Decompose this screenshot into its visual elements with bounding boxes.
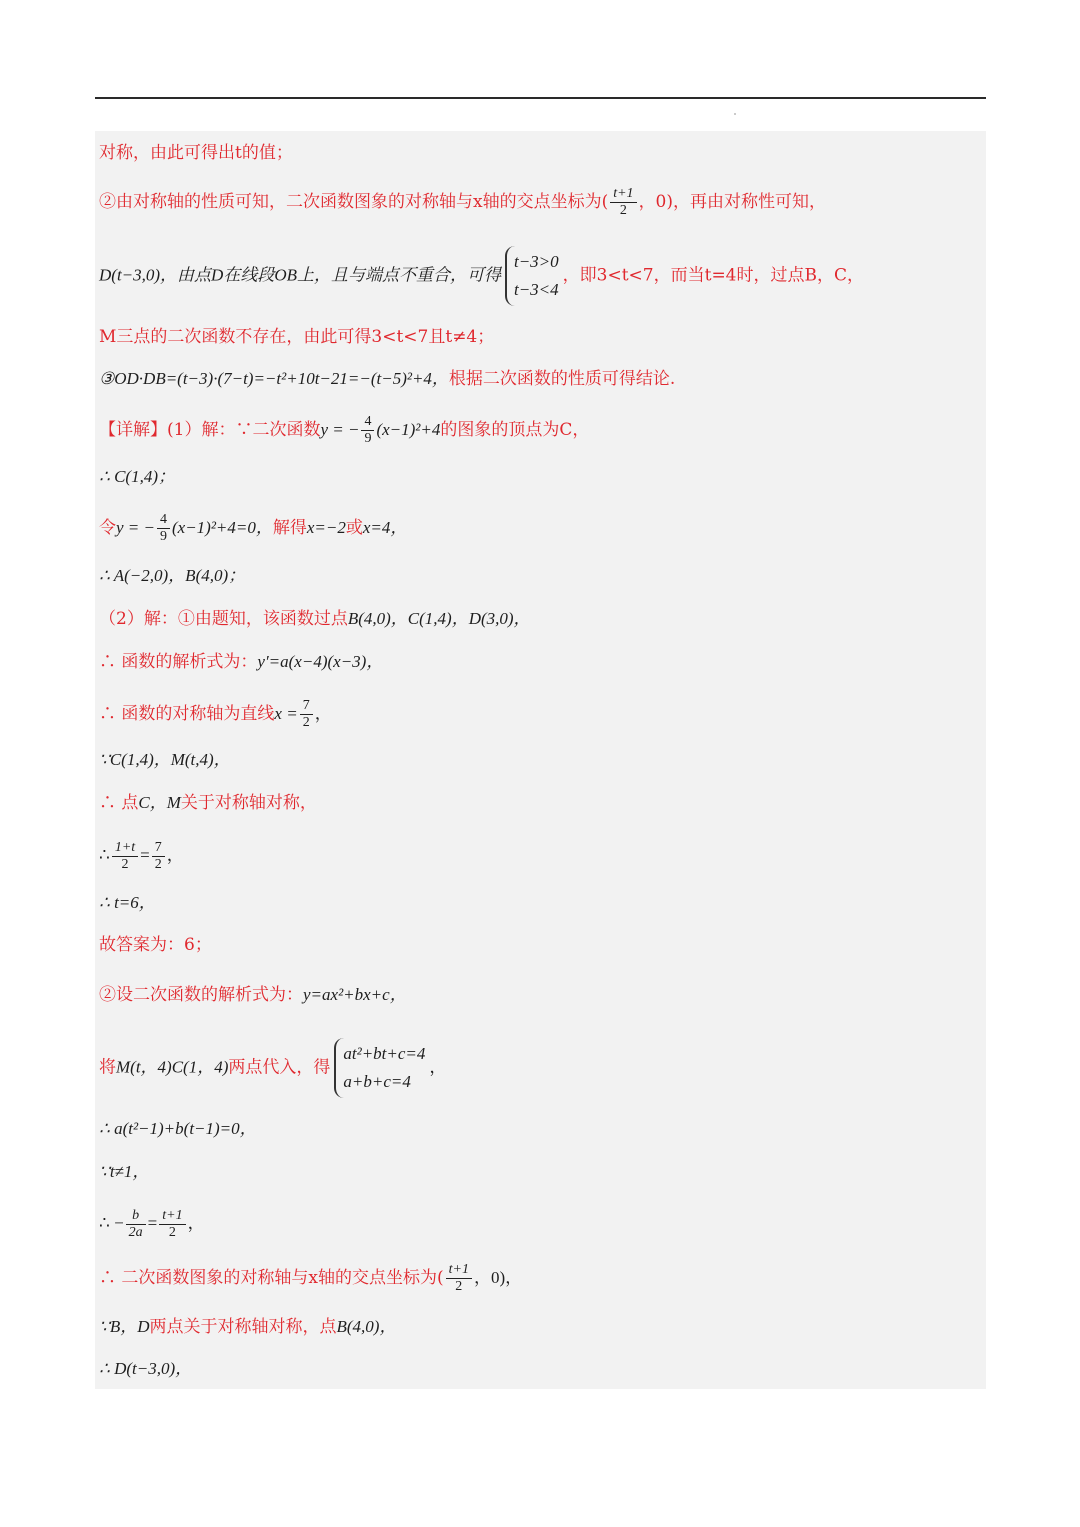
fraction [159,1208,185,1241]
denominator: 9 [160,529,167,544]
line-4: M三点的二次函数不存在，由此可得3<t<7且t≠4； [99,327,495,347]
line-10-formula: B(4,0)，C(1,4)，D(3,0)， [347,609,531,628]
line-8-text-c: 或 [345,518,363,538]
denominator: 2 [168,1225,176,1240]
line-1: 对称，由此可得出t的值； [99,143,293,163]
detail-heading: 【详解】(1）解：∵二次函数 [99,420,321,440]
line-24-formula-a: ∵B，D [99,1317,150,1336]
line-17: 故答案为：6； [99,935,212,955]
line-9: ∴ A(−2,0)，B(4,0)； [99,566,246,585]
numerator: t+1 [159,1208,185,1225]
fraction [152,840,165,873]
numerator: 7 [152,840,165,857]
line-19-text-a: 将 [99,1057,116,1078]
fraction [157,512,170,545]
fraction [446,1262,472,1295]
line-10-text: （2）解：①由题知，该函数过点 [99,609,348,629]
line-11-formula: y′=a(x−4)(x−3)， [257,652,384,671]
line-19-formula: M(t，4)C(1，4) [116,1057,229,1077]
line-6-formula-b: (x−1)²+4 [376,420,441,439]
line-23 [99,1262,522,1295]
line-18 [99,984,407,1006]
line-11 [99,651,383,673]
header-rule [95,97,986,99]
line-8-formula-c: x=−2 [306,518,346,537]
system-row-1: t−3>0 [513,252,559,271]
line-3-text-a: D(t−3,0)，由点D在线段OB上，且与端点不重合，可得 [99,265,501,285]
line-14-text-b: 关于对称轴对称， [180,793,317,813]
line-8 [99,512,407,545]
system-row-1: at²+bt+c=4 [343,1044,426,1063]
line-5-formula: ③OD·DB=(t−3)·(7−t)=−t²+10t−21=−(t−5)²+4， [99,369,449,388]
line-19-text-b: 两点代入，得 [228,1057,331,1078]
fraction [300,698,313,731]
denominator: 2 [455,1279,463,1294]
equation-system [334,1038,425,1098]
numerator: 1+t [112,840,138,857]
line-14 [99,792,317,814]
numerator: b [126,1208,146,1225]
denominator: 2a [128,1225,143,1240]
line-11-text: ∴ 函数的解析式为： [99,652,258,672]
line-3 [99,246,864,306]
line-18-formula: y=ax²+bx+c， [303,985,407,1004]
line-12 [99,698,332,731]
system-row-2: a+b+c=4 [343,1072,411,1091]
line-23-text-a: ∴ 二次函数图象的对称轴与x轴的交点坐标为( [99,1268,444,1288]
numerator: 4 [361,414,374,431]
line-21: ∵t≠1， [99,1162,150,1181]
line-24-formula-b: B(4,0)， [336,1317,397,1336]
line-23-text-b: ，0)， [473,1268,523,1287]
denominator: 9 [364,431,372,446]
numerator: t+1 [446,1262,472,1279]
line-8-formula-d: x=4， [362,518,408,537]
line-2-text-b: ，0)，再由对称性可知， [638,192,827,212]
denominator: 2 [121,857,129,872]
system-row-2: t−3<4 [513,280,559,299]
line-2 [99,186,826,219]
fraction [361,414,374,447]
line-19 [99,1038,446,1098]
line-14-formula: C，M [138,793,181,812]
fraction [610,186,636,219]
denominator: 2 [302,715,310,730]
line-5-text: 根据二次函数的性质可得结论. [448,369,676,389]
denominator: 2 [154,857,162,872]
line-7: ∴ C(1,4)； [99,467,175,486]
line-5 [99,368,675,390]
line-12-text: ∴ 函数的对称轴为直线 [99,704,275,724]
line-3-text-b: ，即3<t<7，而当t=4时，过点B，C， [562,265,864,286]
line-24 [99,1316,396,1338]
scan-dot [734,113,736,115]
equals-sign: = [147,1213,158,1233]
line-6-formula-a: y = − [320,420,360,439]
line-20: ∴ a(t²−1)+b(t−1)=0， [99,1119,257,1138]
line-6-text: 的图象的顶点为C， [440,420,590,440]
line-13: ∵C(1,4)，M(t,4)， [99,750,231,769]
line-15 [99,840,184,873]
line-22-punct: ， [187,1213,205,1233]
fraction [112,840,138,873]
numerator: 7 [300,698,313,715]
numerator: 4 [157,512,170,529]
line-18-text: ②设二次函数的解析式为： [99,985,303,1005]
fraction [126,1208,146,1241]
line-24-text: 两点关于对称轴对称，点 [149,1317,337,1337]
line-2-text-a: ②由对称轴的性质可知，二次函数图象的对称轴与x轴的交点坐标为( [99,192,609,212]
inequality-system [505,246,559,306]
therefore-sign: ∴ [99,845,110,865]
line-22 [99,1208,205,1241]
line-8-formula-a: y = − [116,518,155,537]
line-12-formula: x = [274,704,298,723]
line-19-punct: ， [429,1057,447,1077]
line-16: ∴ t=6， [99,893,156,912]
equals-sign: = [140,845,150,865]
denominator: 2 [619,203,627,218]
line-8-formula-b: (x−1)²+4=0， [172,518,273,537]
line-12-punct: ， [314,704,332,723]
line-8-text-b: 解得 [272,518,307,538]
line-14-text-a: ∴ 点 [99,793,139,813]
line-6 [99,414,589,447]
line-25: ∴ D(t−3,0)， [99,1359,193,1378]
therefore-sign: ∴ − [99,1213,124,1233]
line-10 [99,608,531,630]
line-15-punct: ， [166,845,184,865]
numerator: t+1 [610,186,636,203]
line-8-text-a: 令 [99,518,116,538]
